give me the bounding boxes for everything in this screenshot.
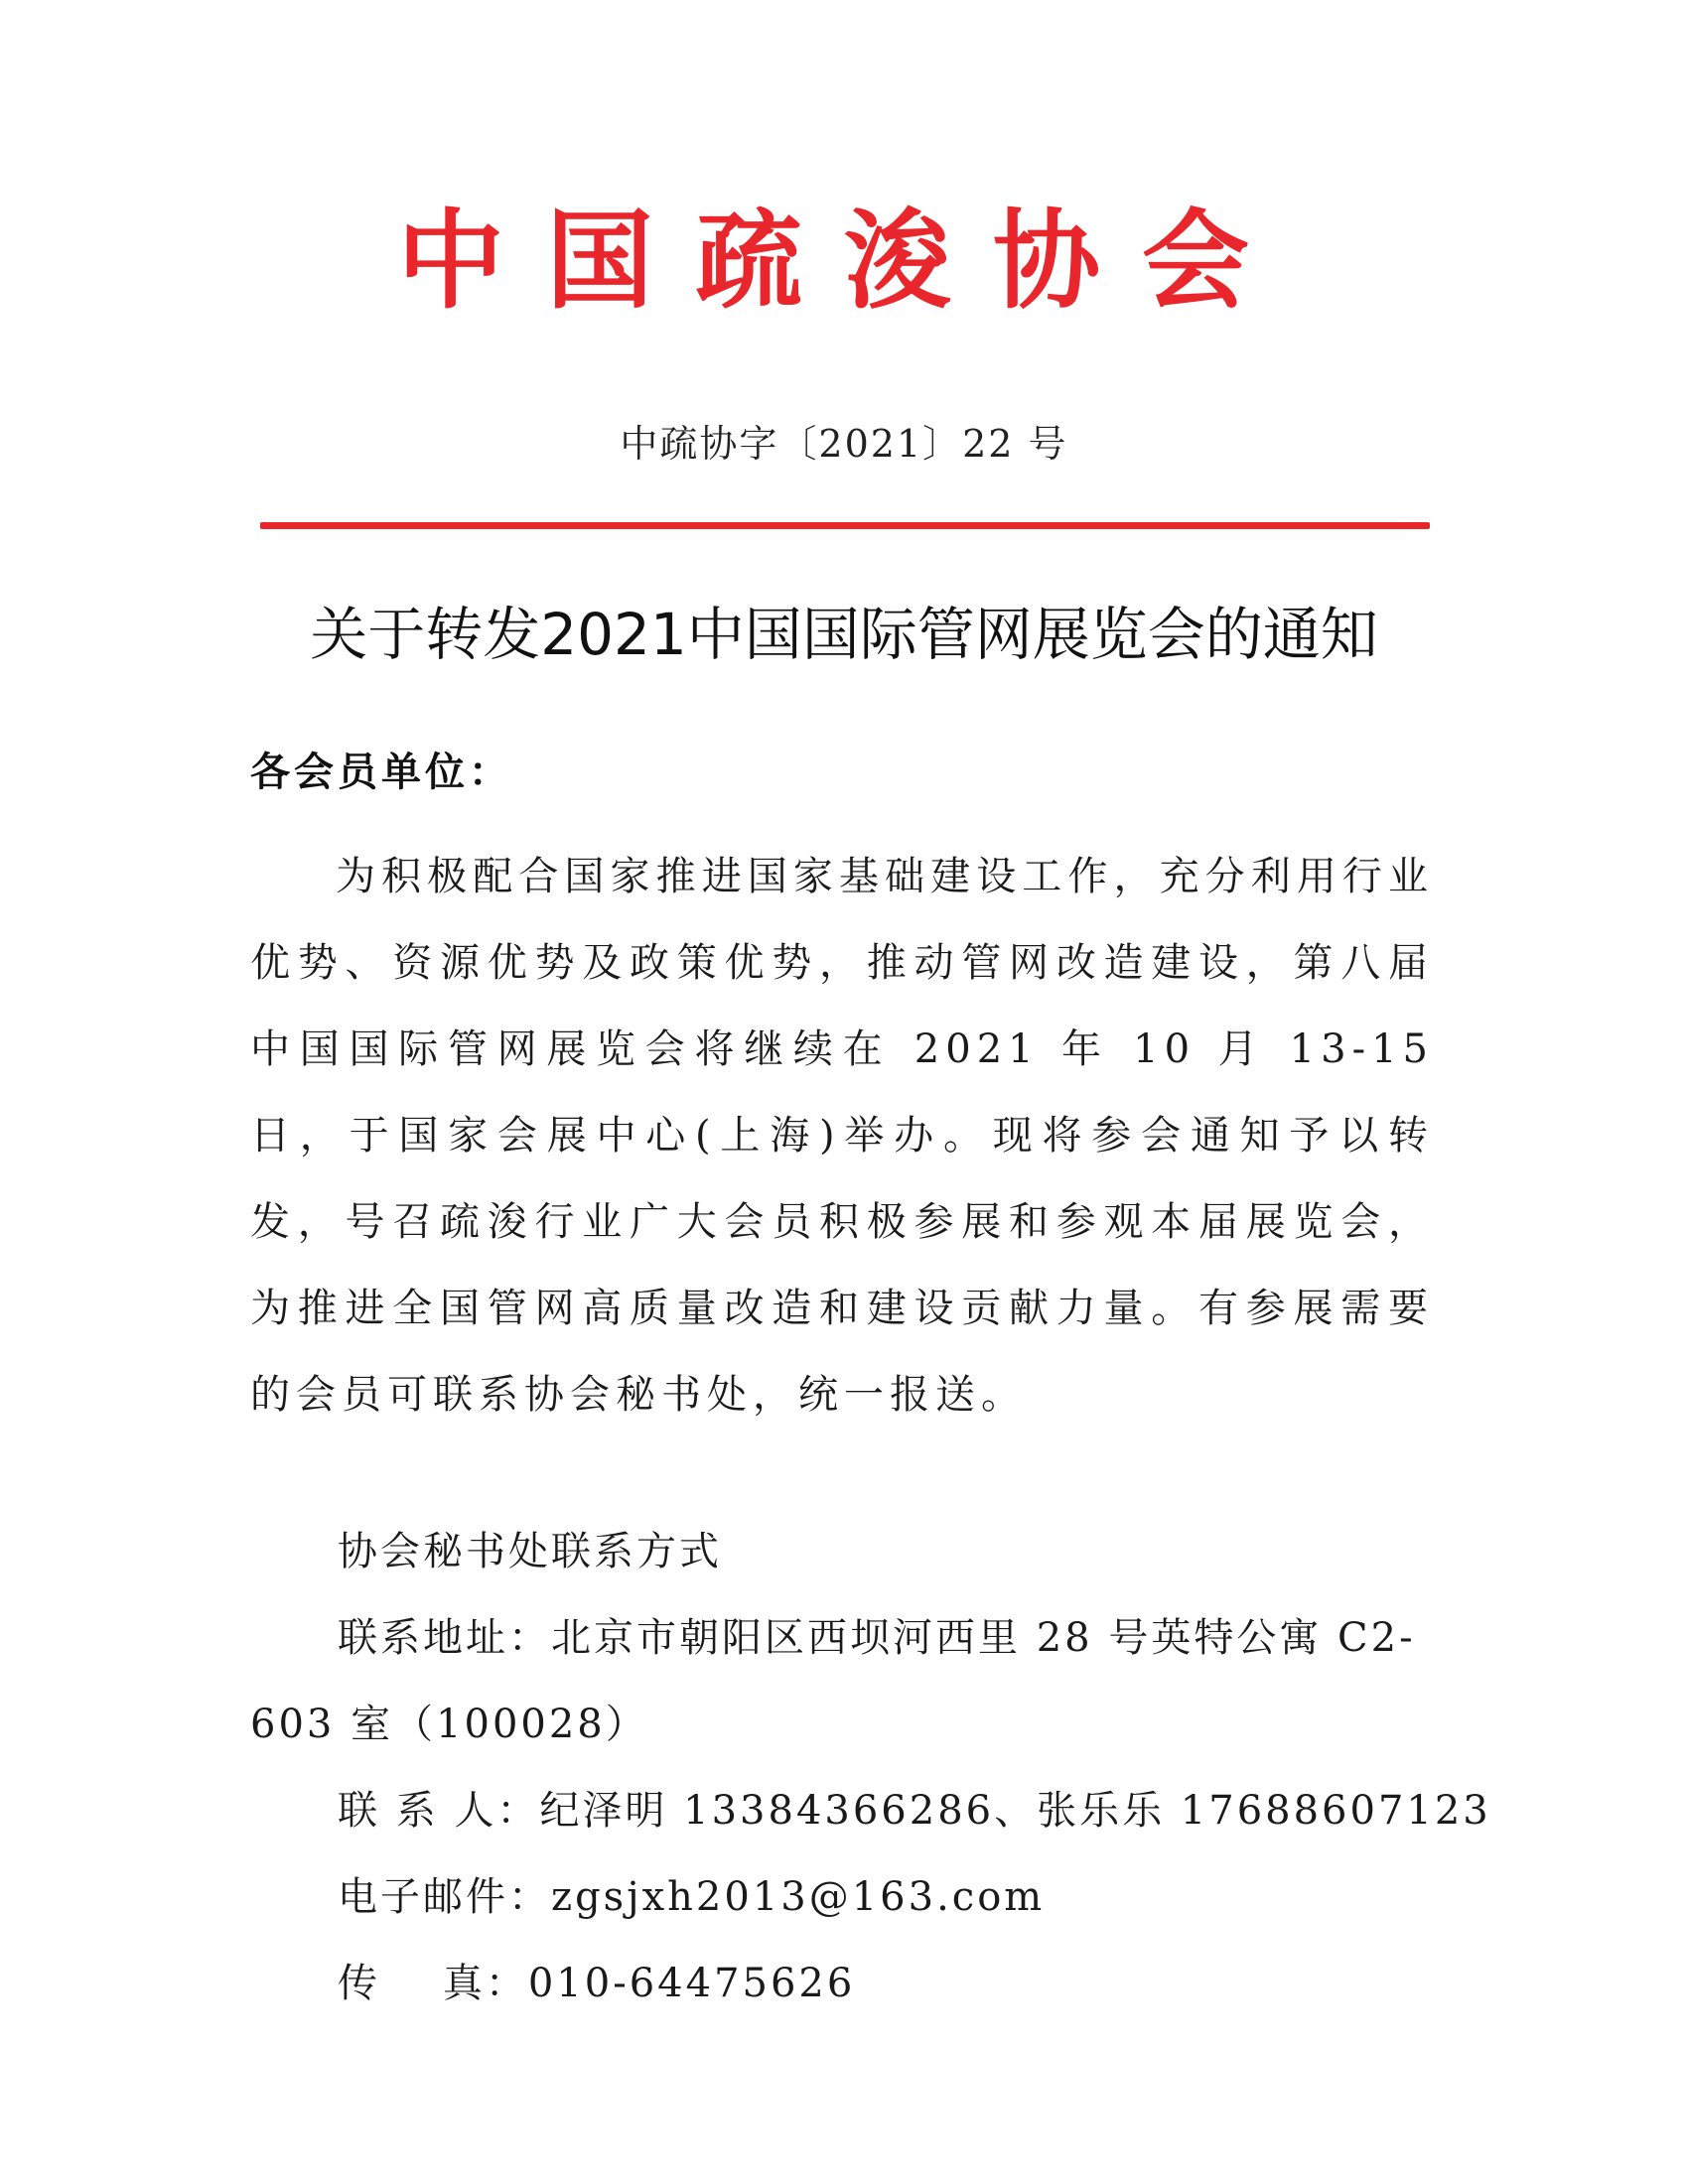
org-name-header: 中国疏浚协会 bbox=[397, 200, 1292, 324]
body-paragraph: 为积极配合国家推进国家基础建设工作，充分利用行业优势、资源优势及政策优势，推动管网改造建设，第八届中国国际管网展览会将继续在 2021 年 10 月 13-15 日，于国家会展中心(上海)举办。现将参会通知予以转发，号召疏浚行业广大会员积极参展和参观本届展览会，为推进全国管网高质量改造和建设贡献力量。有参展需要的会员可联系协会秘书处，统一报送。 bbox=[250, 854, 1434, 1418]
document-title: 关于转发2021中国国际管网展览会的通知 bbox=[310, 601, 1378, 668]
person-label: 联 系 人： bbox=[338, 1788, 540, 1834]
email-label: 电子邮件： bbox=[338, 1874, 551, 1920]
fax-value: 010-64475626 bbox=[527, 1961, 856, 2006]
contact-address-continuation: 603 室（100028） bbox=[250, 1702, 648, 1747]
red-divider-line bbox=[260, 522, 1430, 529]
email-value[interactable]: zgsjxh2013@163.com bbox=[551, 1874, 1046, 1920]
document-number: 中疏协字〔2021〕22 号 bbox=[620, 422, 1068, 466]
address-value-line1: 北京市朝阳区西坝河西里 28 号英特公寓 C2- bbox=[551, 1615, 1416, 1661]
contact-email-line bbox=[250, 1854, 1442, 1941]
fax-label: 传 真： bbox=[338, 1961, 528, 2006]
address-label: 联系地址： bbox=[338, 1615, 551, 1661]
contact-fax-line bbox=[250, 1941, 1442, 2027]
contact-address-line bbox=[250, 1595, 1442, 1682]
contact-heading: 协会秘书处联系方式 bbox=[338, 1529, 722, 1574]
person-value: 纪泽明 13384366286、张乐乐 17688607123 bbox=[539, 1788, 1491, 1834]
contact-person-line bbox=[250, 1768, 1491, 1854]
contact-block bbox=[250, 1509, 1491, 2027]
salutation: 各会员单位： bbox=[250, 749, 512, 795]
